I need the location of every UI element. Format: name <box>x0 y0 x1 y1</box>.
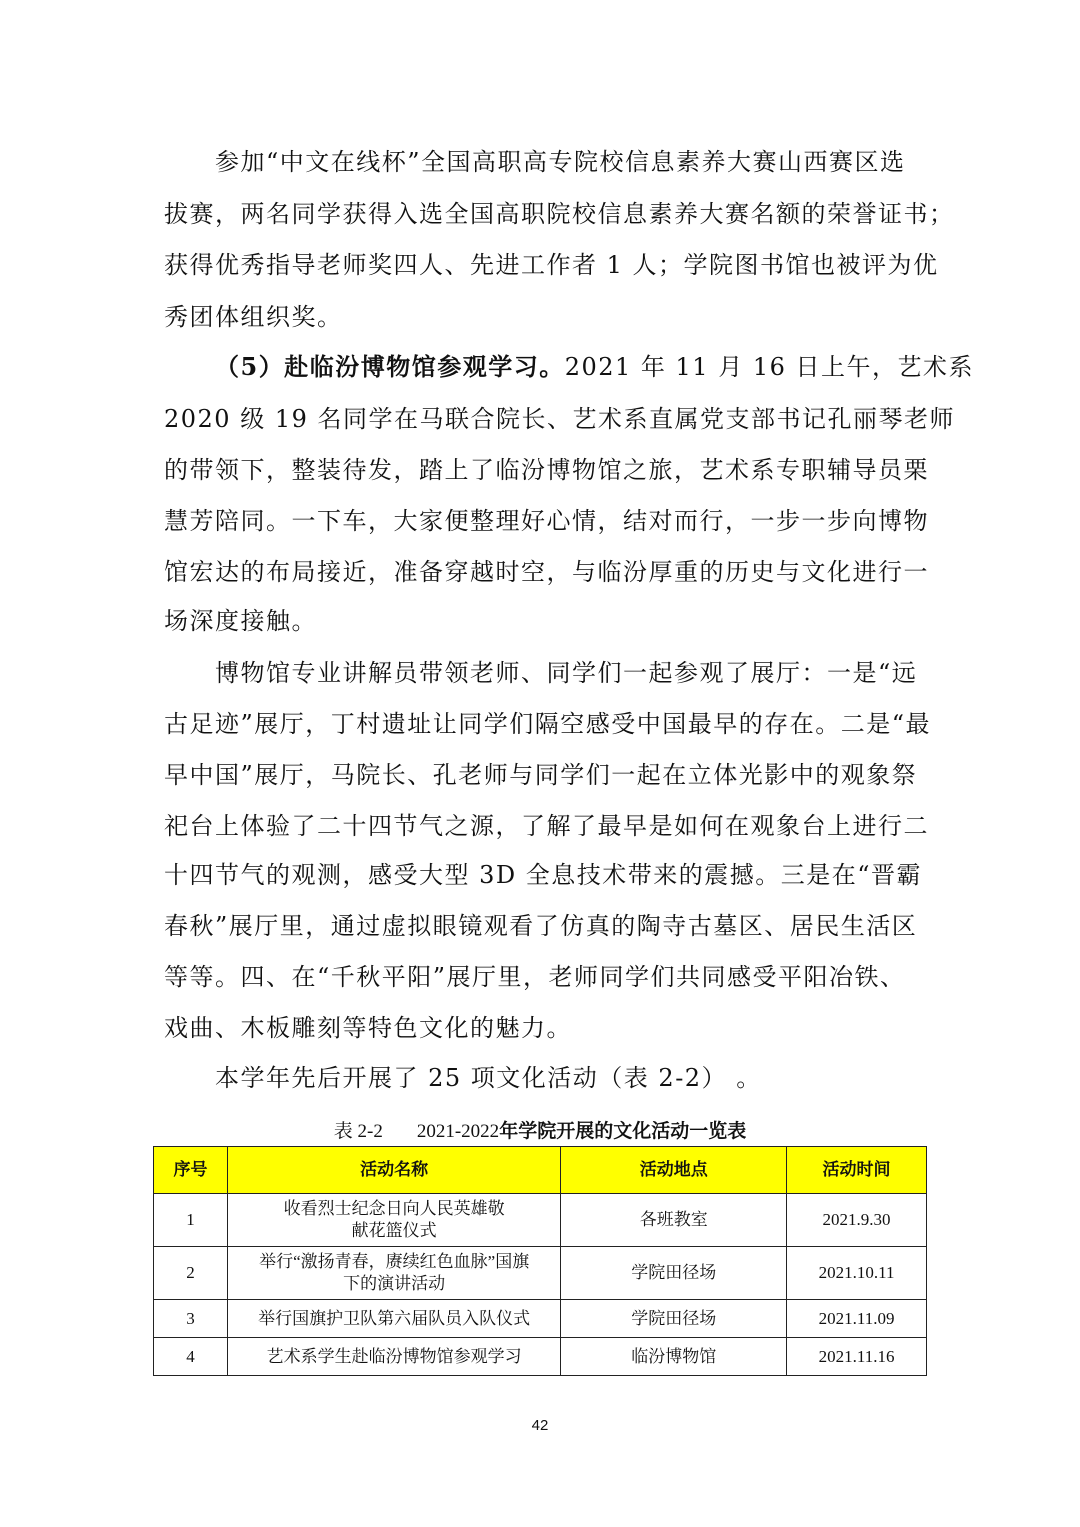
cell-name-line: 献花篮仪式 <box>351 1221 437 1240</box>
paragraph-line: 本学年先后开展了 25 项文化活动（表 2-2） 。 <box>215 1064 762 1092</box>
cell-date: 2021.11.16 <box>787 1338 927 1376</box>
cell-name-line: 举行“激扬青春，赓续红色血脉”国旗 <box>259 1252 530 1271</box>
cell-name: 举行国旗护卫队第六届队员入队仪式 <box>227 1300 561 1338</box>
paragraph-line: 获得优秀指导老师奖四人、先进工作者 1 人；学院图书馆也被评为优 <box>164 251 939 279</box>
cell-date: 2021.9.30 <box>787 1194 927 1247</box>
cell-place: 临汾博物馆 <box>561 1338 787 1376</box>
paragraph-line: 古足迹”展厅，丁村遗址让同学们隔空感受中国最早的存在。二是“最 <box>164 710 932 738</box>
cell-place: 各班教室 <box>561 1194 787 1247</box>
cell-name-line: 下的演讲活动 <box>343 1274 446 1293</box>
paragraph-line: 博物馆专业讲解员带领老师、同学们一起参观了展厅：一是“远 <box>215 659 918 687</box>
paragraph-text: 2021 年 11 月 16 日上午，艺术系 <box>564 353 975 381</box>
table-row <box>154 1338 927 1376</box>
paragraph-line: 慧芳陪同。一下车，大家便整理好心情，结对而行，一步一步向博物 <box>164 507 929 535</box>
table-row <box>154 1247 927 1300</box>
paragraph-line: 的带领下，整装待发，踏上了临汾博物馆之旅，艺术系专职辅导员栗 <box>164 456 929 484</box>
table-number: 表 2-2 <box>333 1121 383 1142</box>
cell-name-line: 收看烈士纪念日向人民英雄敬 <box>283 1199 505 1218</box>
table-caption <box>0 1116 1080 1143</box>
cell-no: 4 <box>154 1338 228 1376</box>
page-number: 42 <box>531 1417 549 1434</box>
header-date: 活动时间 <box>787 1147 927 1194</box>
table-row <box>154 1194 927 1247</box>
paragraph-line: 十四节气的观测，感受大型 3D 全息技术带来的震撼。三是在“晋霸 <box>164 861 923 889</box>
header-place: 活动地点 <box>561 1147 787 1194</box>
cell-no: 2 <box>154 1247 228 1300</box>
table-year: 2021-2022 <box>416 1121 500 1142</box>
paragraph-line: 早中国”展厅，马院长、孔老师与同学们一起在立体光影中的观象祭 <box>164 761 918 789</box>
table-title: 年学院开展的文化活动一览表 <box>499 1120 747 1142</box>
paragraph-line: 馆宏达的布局接近，准备穿越时空，与临汾厚重的历史与文化进行一 <box>164 558 929 586</box>
paragraph-line: 拔赛，两名同学获得入选全国高职院校信息素养大赛名额的荣誉证书； <box>164 200 955 228</box>
cell-place: 学院田径场 <box>561 1300 787 1338</box>
paragraph-line: 等等。四、在“千秋平阳”展厅里，老师同学们共同感受平阳冶铁、 <box>164 963 906 991</box>
paragraph-line <box>215 352 974 382</box>
paragraph-line: 2020 级 19 名同学在马联合院长、艺术系直属党支部书记孔丽琴老师 <box>164 405 956 433</box>
cell-no: 1 <box>154 1194 228 1247</box>
table-header-row <box>154 1147 927 1194</box>
paragraph-line: 春秋”展厅里，通过虚拟眼镜观看了仿真的陶寺古墓区、居民生活区 <box>164 912 918 940</box>
cell-no: 3 <box>154 1300 228 1338</box>
header-no: 序号 <box>154 1147 228 1194</box>
cell-name <box>227 1194 561 1247</box>
section-heading: （5）赴临汾博物馆参观学习。 <box>215 352 565 381</box>
table-row <box>154 1300 927 1338</box>
paragraph-line: 祀台上体验了二十四节气之源，了解了最早是如何在观象台上进行二 <box>164 812 929 840</box>
paragraph-line: 参加“中文在线杯”全国高职高专院校信息素养大赛山西赛区选 <box>215 148 906 176</box>
header-name: 活动名称 <box>227 1147 561 1194</box>
cell-date: 2021.11.09 <box>787 1300 927 1338</box>
paragraph-line: 秀团体组织奖。 <box>164 303 343 331</box>
cell-name <box>227 1247 561 1300</box>
cell-name: 艺术系学生赴临汾博物馆参观学习 <box>227 1338 561 1376</box>
cell-place: 学院田径场 <box>561 1247 787 1300</box>
paragraph-line: 戏曲、木板雕刻等特色文化的魅力。 <box>164 1014 572 1042</box>
paragraph-line: 场深度接触。 <box>164 607 317 635</box>
cell-date: 2021.10.11 <box>787 1247 927 1300</box>
activity-table <box>153 1146 927 1376</box>
